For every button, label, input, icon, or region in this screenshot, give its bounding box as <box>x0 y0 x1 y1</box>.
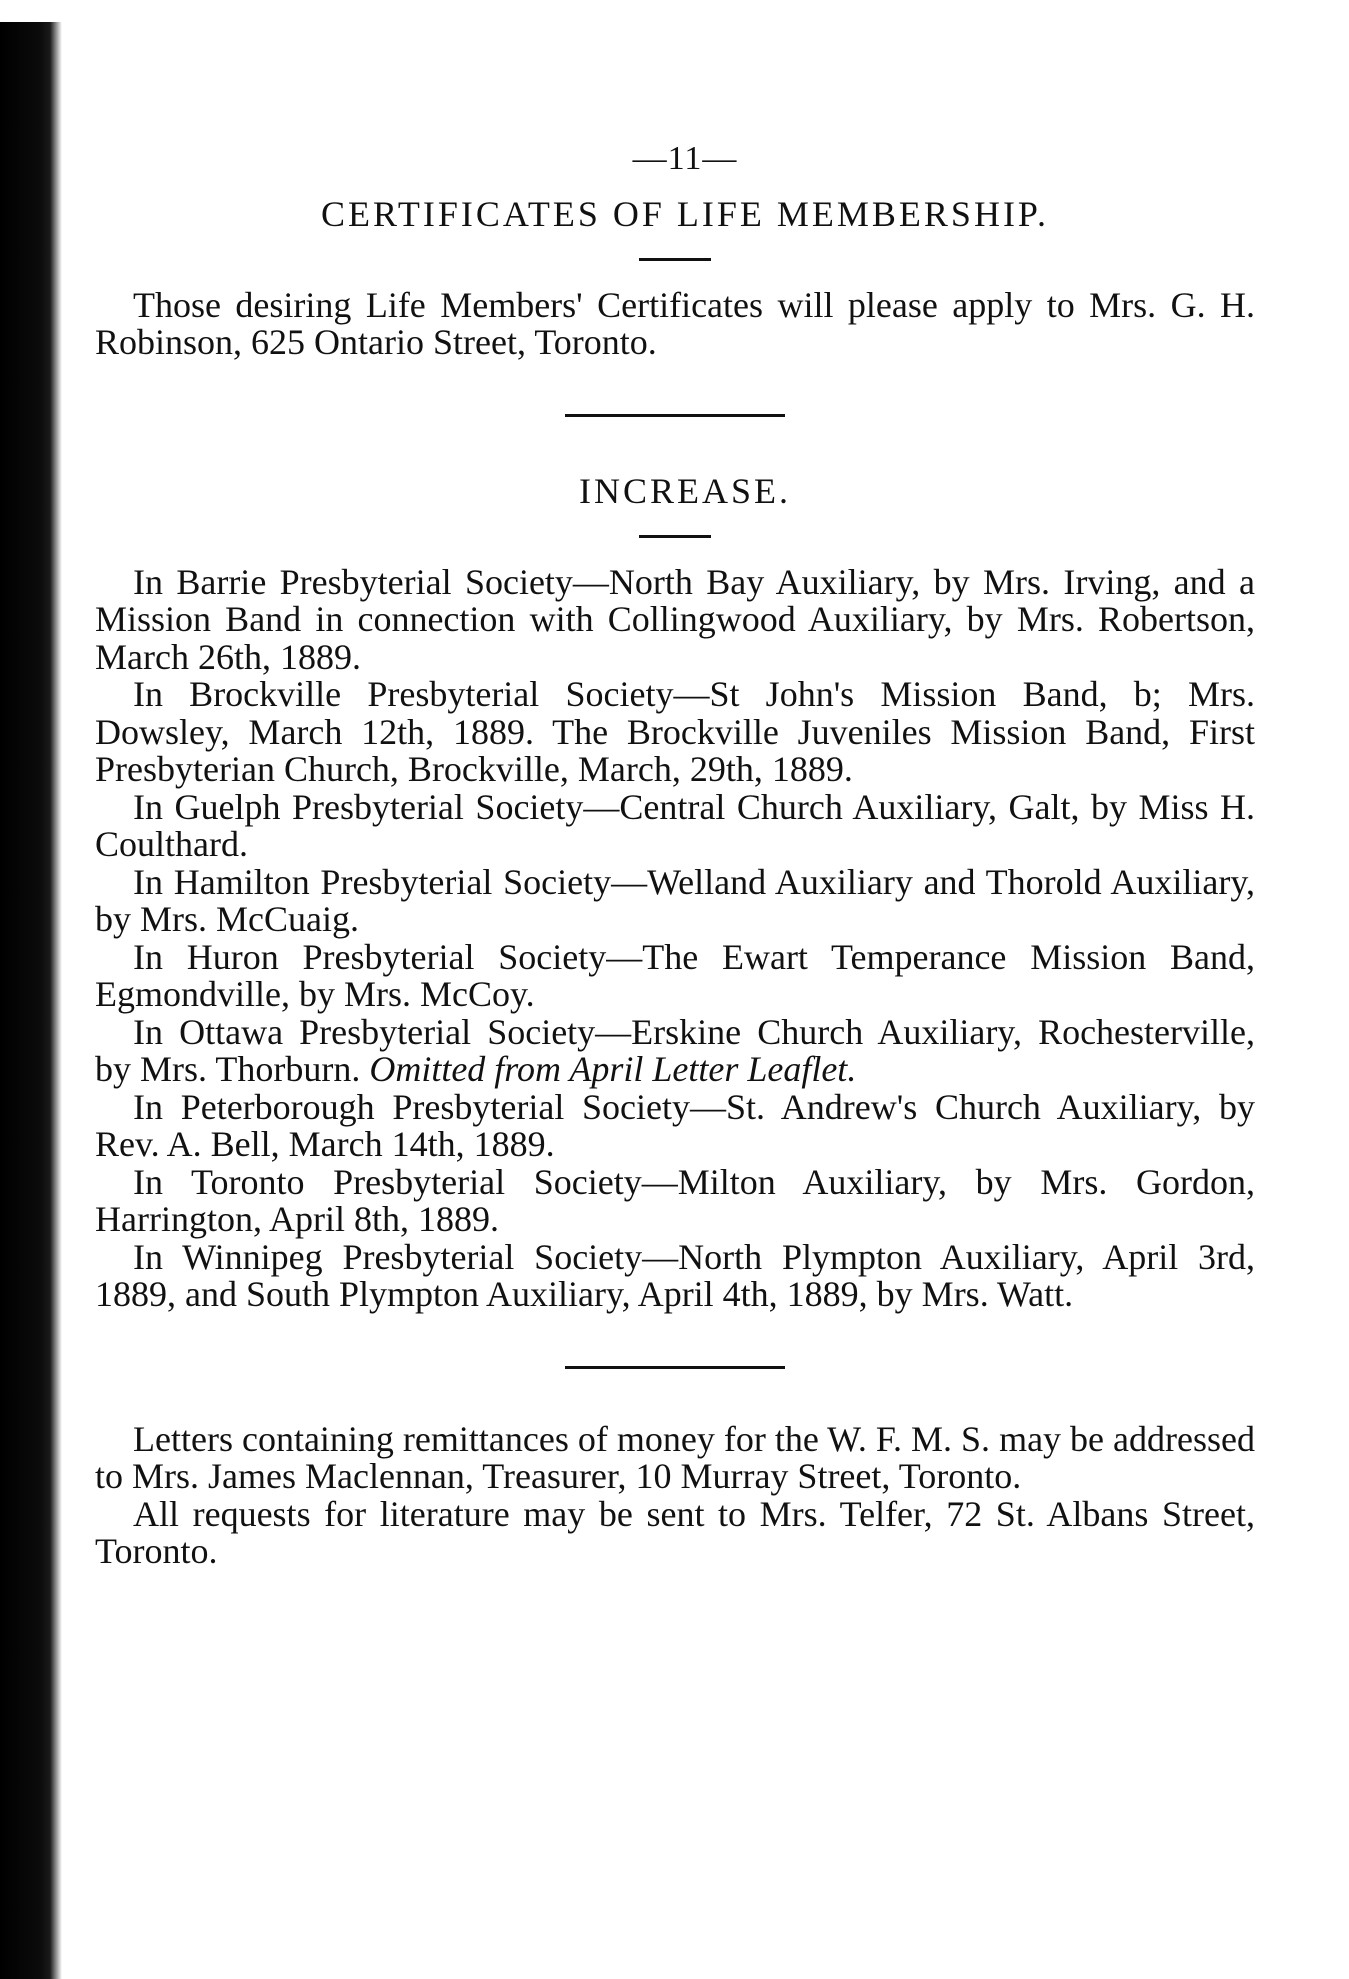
increase-heading: INCREASE. <box>578 470 791 511</box>
certificates-heading: CERTIFICATES OF LIFE MEMBERSHIP. <box>321 193 1049 234</box>
increase-entry-winnipeg: In Winnipeg Presbyterial Society—North Plympton Auxiliary, April 3rd, 1889, and South Plympton Auxiliary, April 4th, 1889, by Mrs. Watt. <box>95 1236 1255 1314</box>
increase-entry-barrie: In Barrie Presbyterial Society—North Bay Auxiliary, by Mrs. Irving, and a Mission Band in connection with Collingwood Auxiliary, by Mrs. Robertson, March 26th, 1889. <box>95 561 1255 677</box>
page-number: —11— <box>632 140 738 177</box>
notice-literature: All requests for literature may be sent to Mrs. Telfer, 72 St. Albans Street, Toronto. <box>95 1493 1255 1571</box>
increase-entry-toronto: In Toronto Presbyterial Society—Milton Auxiliary, by Mrs. Gordon, Harrington, April 8th, 1889. <box>95 1161 1255 1239</box>
section-divider <box>565 414 785 417</box>
increase-entry-brockville: In Brockville Presbyterial Society—St John's Mission Band, b; Mrs. Dowsley, March 12th, 1889. The Brockville Juveniles Mission Band, First Presbyterian Church, Brockville, March, 29th, 1889. <box>95 674 1255 789</box>
binding-edge <box>0 22 62 1979</box>
increase-entry-guelph: In Guelph Presbyterial Society—Central Church Auxiliary, Galt, by Miss H. Coulthard. <box>95 786 1255 864</box>
section-divider <box>565 1366 785 1369</box>
increase-entry-hamilton: In Hamilton Presbyterial Society—Welland Auxiliary and Thorold Auxiliary, by Mrs. McCuaig. <box>95 861 1255 939</box>
notice-remittances: Letters containing remittances of money for the W. F. M. S. may be addressed to Mrs. James Maclennan, Treasurer, 10 Murray Street, Toronto. <box>95 1418 1255 1496</box>
short-divider <box>639 535 711 538</box>
italic-note: Omitted from April Letter Leaflet. <box>369 1049 857 1089</box>
certificates-text: Those desiring Life Members' Certificates will please apply to Mrs. G. H. Robinson, 625 Ontario Street, Toronto. <box>95 284 1255 362</box>
page-content <box>95 140 1255 1571</box>
short-divider <box>639 258 711 261</box>
increase-entry-ottawa: In Ottawa Presbyterial Society—Erskine Church Auxiliary, Rochesterville, by Mrs. Thorburn. Omitted from April Letter Leaflet. <box>95 1011 1255 1089</box>
increase-entry-huron: In Huron Presbyterial Society—The Ewart Temperance Mission Band, Egmondville, by Mrs. McCoy. <box>95 936 1255 1014</box>
increase-entry-peterborough: In Peterborough Presbyterial Society—St. Andrew's Church Auxiliary, by Rev. A. Bell, March 14th, 1889. <box>95 1086 1255 1164</box>
